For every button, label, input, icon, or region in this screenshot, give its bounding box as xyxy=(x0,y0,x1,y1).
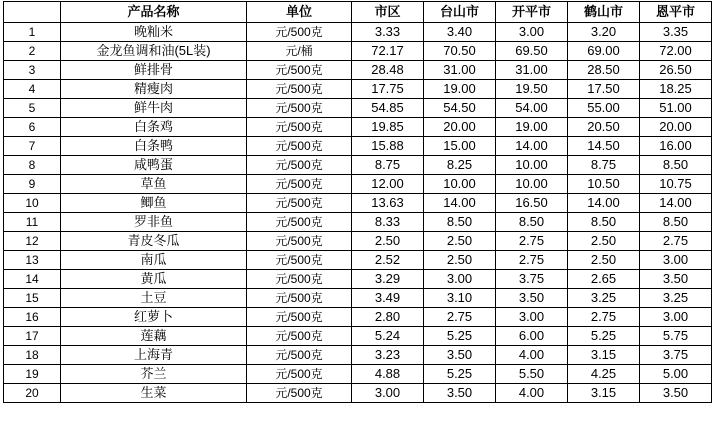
row-product-name: 草鱼 xyxy=(61,175,247,194)
row-unit: 元/500克 xyxy=(247,289,352,308)
row-product-name: 上海青 xyxy=(61,346,247,365)
row-unit: 元/500克 xyxy=(247,80,352,99)
row-unit: 元/500克 xyxy=(247,327,352,346)
table-row xyxy=(4,270,712,289)
row-price-value: 28.50 xyxy=(568,61,640,80)
row-index: 15 xyxy=(4,289,61,308)
table-row xyxy=(4,42,712,61)
row-price-value: 3.23 xyxy=(352,346,424,365)
row-unit: 元/500克 xyxy=(247,194,352,213)
row-price-value: 14.00 xyxy=(424,194,496,213)
row-price-value: 3.75 xyxy=(496,270,568,289)
row-price-value: 72.00 xyxy=(640,42,712,61)
row-price-value: 4.00 xyxy=(496,346,568,365)
row-price-value: 3.15 xyxy=(568,346,640,365)
row-unit: 元/500克 xyxy=(247,213,352,232)
row-price-value: 2.52 xyxy=(352,251,424,270)
column-header-unit: 单位 xyxy=(247,2,352,23)
row-product-name: 金龙鱼调和油(5L装) xyxy=(61,42,247,61)
table-row xyxy=(4,365,712,384)
row-price-value: 14.50 xyxy=(568,137,640,156)
row-index: 4 xyxy=(4,80,61,99)
row-price-value: 28.48 xyxy=(352,61,424,80)
row-price-value: 6.00 xyxy=(496,327,568,346)
row-price-value: 70.50 xyxy=(424,42,496,61)
column-header-city-shiqu: 市区 xyxy=(352,2,424,23)
row-price-value: 20.00 xyxy=(640,118,712,137)
table-row xyxy=(4,80,712,99)
row-price-value: 3.75 xyxy=(640,346,712,365)
row-price-value: 2.50 xyxy=(568,251,640,270)
row-price-value: 19.00 xyxy=(424,80,496,99)
row-price-value: 20.00 xyxy=(424,118,496,137)
row-unit: 元/500克 xyxy=(247,365,352,384)
row-price-value: 2.65 xyxy=(568,270,640,289)
table-row xyxy=(4,308,712,327)
row-index: 10 xyxy=(4,194,61,213)
row-price-value: 3.50 xyxy=(640,384,712,403)
row-unit: 元/500克 xyxy=(247,270,352,289)
row-price-value: 3.33 xyxy=(352,23,424,42)
row-price-value: 8.75 xyxy=(568,156,640,175)
row-price-value: 10.75 xyxy=(640,175,712,194)
row-product-name: 罗非鱼 xyxy=(61,213,247,232)
row-price-value: 3.50 xyxy=(640,270,712,289)
column-header-city-enping: 恩平市 xyxy=(640,2,712,23)
row-price-value: 72.17 xyxy=(352,42,424,61)
row-index: 11 xyxy=(4,213,61,232)
row-product-name: 黄瓜 xyxy=(61,270,247,289)
row-product-name: 土豆 xyxy=(61,289,247,308)
row-price-value: 3.50 xyxy=(424,346,496,365)
row-price-value: 2.50 xyxy=(352,232,424,251)
row-price-value: 10.00 xyxy=(424,175,496,194)
column-header-product: 产品名称 xyxy=(61,2,247,23)
table-row xyxy=(4,99,712,118)
row-unit: 元/500克 xyxy=(247,61,352,80)
row-price-value: 10.00 xyxy=(496,156,568,175)
table-header xyxy=(4,2,712,23)
table-row xyxy=(4,384,712,403)
table-row xyxy=(4,61,712,80)
row-product-name: 鲜牛肉 xyxy=(61,99,247,118)
table-row xyxy=(4,213,712,232)
row-price-value: 2.50 xyxy=(424,251,496,270)
row-price-value: 2.50 xyxy=(424,232,496,251)
row-price-value: 14.00 xyxy=(496,137,568,156)
row-price-value: 5.75 xyxy=(640,327,712,346)
row-price-value: 3.20 xyxy=(568,23,640,42)
row-price-value: 8.50 xyxy=(568,213,640,232)
row-price-value: 8.50 xyxy=(496,213,568,232)
row-index: 7 xyxy=(4,137,61,156)
row-index: 14 xyxy=(4,270,61,289)
row-unit: 元/500克 xyxy=(247,175,352,194)
table-row xyxy=(4,137,712,156)
row-price-value: 2.75 xyxy=(424,308,496,327)
row-price-value: 5.50 xyxy=(496,365,568,384)
row-price-value: 2.50 xyxy=(568,232,640,251)
row-index: 20 xyxy=(4,384,61,403)
row-price-value: 55.00 xyxy=(568,99,640,118)
row-index: 18 xyxy=(4,346,61,365)
column-header-city-heshan: 鹤山市 xyxy=(568,2,640,23)
row-product-name: 莲藕 xyxy=(61,327,247,346)
row-price-value: 51.00 xyxy=(640,99,712,118)
row-price-value: 2.80 xyxy=(352,308,424,327)
price-table-sheet xyxy=(0,1,715,433)
row-price-value: 3.40 xyxy=(424,23,496,42)
row-price-value: 8.50 xyxy=(424,213,496,232)
row-price-value: 3.25 xyxy=(640,289,712,308)
row-index: 13 xyxy=(4,251,61,270)
row-price-value: 12.00 xyxy=(352,175,424,194)
row-price-value: 3.00 xyxy=(352,384,424,403)
row-product-name: 白条鸡 xyxy=(61,118,247,137)
row-price-value: 3.00 xyxy=(640,308,712,327)
table-row xyxy=(4,251,712,270)
row-price-value: 19.50 xyxy=(496,80,568,99)
row-price-value: 26.50 xyxy=(640,61,712,80)
row-index: 5 xyxy=(4,99,61,118)
table-header-row xyxy=(4,2,712,23)
row-index: 12 xyxy=(4,232,61,251)
row-index: 3 xyxy=(4,61,61,80)
row-unit: 元/500克 xyxy=(247,118,352,137)
row-price-value: 16.50 xyxy=(496,194,568,213)
row-price-value: 3.35 xyxy=(640,23,712,42)
row-price-value: 54.00 xyxy=(496,99,568,118)
row-price-value: 31.00 xyxy=(424,61,496,80)
row-unit: 元/500克 xyxy=(247,251,352,270)
row-price-value: 2.75 xyxy=(568,308,640,327)
row-price-value: 17.50 xyxy=(568,80,640,99)
row-price-value: 3.50 xyxy=(496,289,568,308)
row-product-name: 鲫鱼 xyxy=(61,194,247,213)
row-price-value: 16.00 xyxy=(640,137,712,156)
row-price-value: 8.33 xyxy=(352,213,424,232)
row-product-name: 鲜排骨 xyxy=(61,61,247,80)
row-price-value: 10.50 xyxy=(568,175,640,194)
row-price-value: 3.29 xyxy=(352,270,424,289)
row-price-value: 5.25 xyxy=(424,365,496,384)
row-price-value: 14.00 xyxy=(568,194,640,213)
table-row xyxy=(4,156,712,175)
row-unit: 元/500克 xyxy=(247,23,352,42)
row-price-value: 3.25 xyxy=(568,289,640,308)
row-index: 16 xyxy=(4,308,61,327)
row-product-name: 咸鸭蛋 xyxy=(61,156,247,175)
row-price-value: 19.85 xyxy=(352,118,424,137)
table-row xyxy=(4,118,712,137)
row-product-name: 晚籼米 xyxy=(61,23,247,42)
table-row xyxy=(4,346,712,365)
row-price-value: 4.00 xyxy=(496,384,568,403)
row-unit: 元/桶 xyxy=(247,42,352,61)
row-price-value: 5.25 xyxy=(424,327,496,346)
row-product-name: 南瓜 xyxy=(61,251,247,270)
table-row xyxy=(4,327,712,346)
table-row xyxy=(4,23,712,42)
product-price-table xyxy=(3,1,712,403)
row-unit: 元/500克 xyxy=(247,346,352,365)
row-price-value: 8.25 xyxy=(424,156,496,175)
row-product-name: 白条鸭 xyxy=(61,137,247,156)
row-price-value: 5.00 xyxy=(640,365,712,384)
row-price-value: 54.50 xyxy=(424,99,496,118)
row-index: 19 xyxy=(4,365,61,384)
row-index: 6 xyxy=(4,118,61,137)
row-price-value: 5.25 xyxy=(568,327,640,346)
row-price-value: 20.50 xyxy=(568,118,640,137)
row-price-value: 3.50 xyxy=(424,384,496,403)
row-price-value: 3.00 xyxy=(640,251,712,270)
column-header-city-kaiping: 开平市 xyxy=(496,2,568,23)
row-price-value: 14.00 xyxy=(640,194,712,213)
row-product-name: 生菜 xyxy=(61,384,247,403)
row-index: 2 xyxy=(4,42,61,61)
row-price-value: 69.50 xyxy=(496,42,568,61)
row-price-value: 17.75 xyxy=(352,80,424,99)
row-unit: 元/500克 xyxy=(247,232,352,251)
column-header-index xyxy=(4,2,61,23)
row-product-name: 芥兰 xyxy=(61,365,247,384)
row-index: 1 xyxy=(4,23,61,42)
row-product-name: 精瘦肉 xyxy=(61,80,247,99)
row-price-value: 19.00 xyxy=(496,118,568,137)
table-row xyxy=(4,175,712,194)
column-header-city-taishan: 台山市 xyxy=(424,2,496,23)
row-price-value: 2.75 xyxy=(496,232,568,251)
row-price-value: 15.88 xyxy=(352,137,424,156)
row-price-value: 3.00 xyxy=(496,308,568,327)
row-index: 9 xyxy=(4,175,61,194)
row-price-value: 10.00 xyxy=(496,175,568,194)
row-product-name: 红萝卜 xyxy=(61,308,247,327)
row-unit: 元/500克 xyxy=(247,137,352,156)
row-price-value: 2.75 xyxy=(496,251,568,270)
row-price-value: 8.50 xyxy=(640,156,712,175)
row-price-value: 31.00 xyxy=(496,61,568,80)
row-index: 8 xyxy=(4,156,61,175)
row-unit: 元/500克 xyxy=(247,156,352,175)
row-unit: 元/500克 xyxy=(247,99,352,118)
row-price-value: 3.49 xyxy=(352,289,424,308)
row-price-value: 18.25 xyxy=(640,80,712,99)
row-price-value: 8.50 xyxy=(640,213,712,232)
row-price-value: 3.00 xyxy=(496,23,568,42)
row-price-value: 3.00 xyxy=(424,270,496,289)
row-price-value: 54.85 xyxy=(352,99,424,118)
row-price-value: 13.63 xyxy=(352,194,424,213)
row-price-value: 2.75 xyxy=(640,232,712,251)
row-price-value: 3.10 xyxy=(424,289,496,308)
table-body xyxy=(4,23,712,403)
row-price-value: 8.75 xyxy=(352,156,424,175)
row-price-value: 3.15 xyxy=(568,384,640,403)
table-row xyxy=(4,194,712,213)
row-price-value: 69.00 xyxy=(568,42,640,61)
row-price-value: 4.88 xyxy=(352,365,424,384)
row-price-value: 5.24 xyxy=(352,327,424,346)
row-unit: 元/500克 xyxy=(247,384,352,403)
row-price-value: 4.25 xyxy=(568,365,640,384)
row-unit: 元/500克 xyxy=(247,308,352,327)
table-row xyxy=(4,289,712,308)
row-price-value: 15.00 xyxy=(424,137,496,156)
row-product-name: 青皮冬瓜 xyxy=(61,232,247,251)
table-row xyxy=(4,232,712,251)
row-index: 17 xyxy=(4,327,61,346)
